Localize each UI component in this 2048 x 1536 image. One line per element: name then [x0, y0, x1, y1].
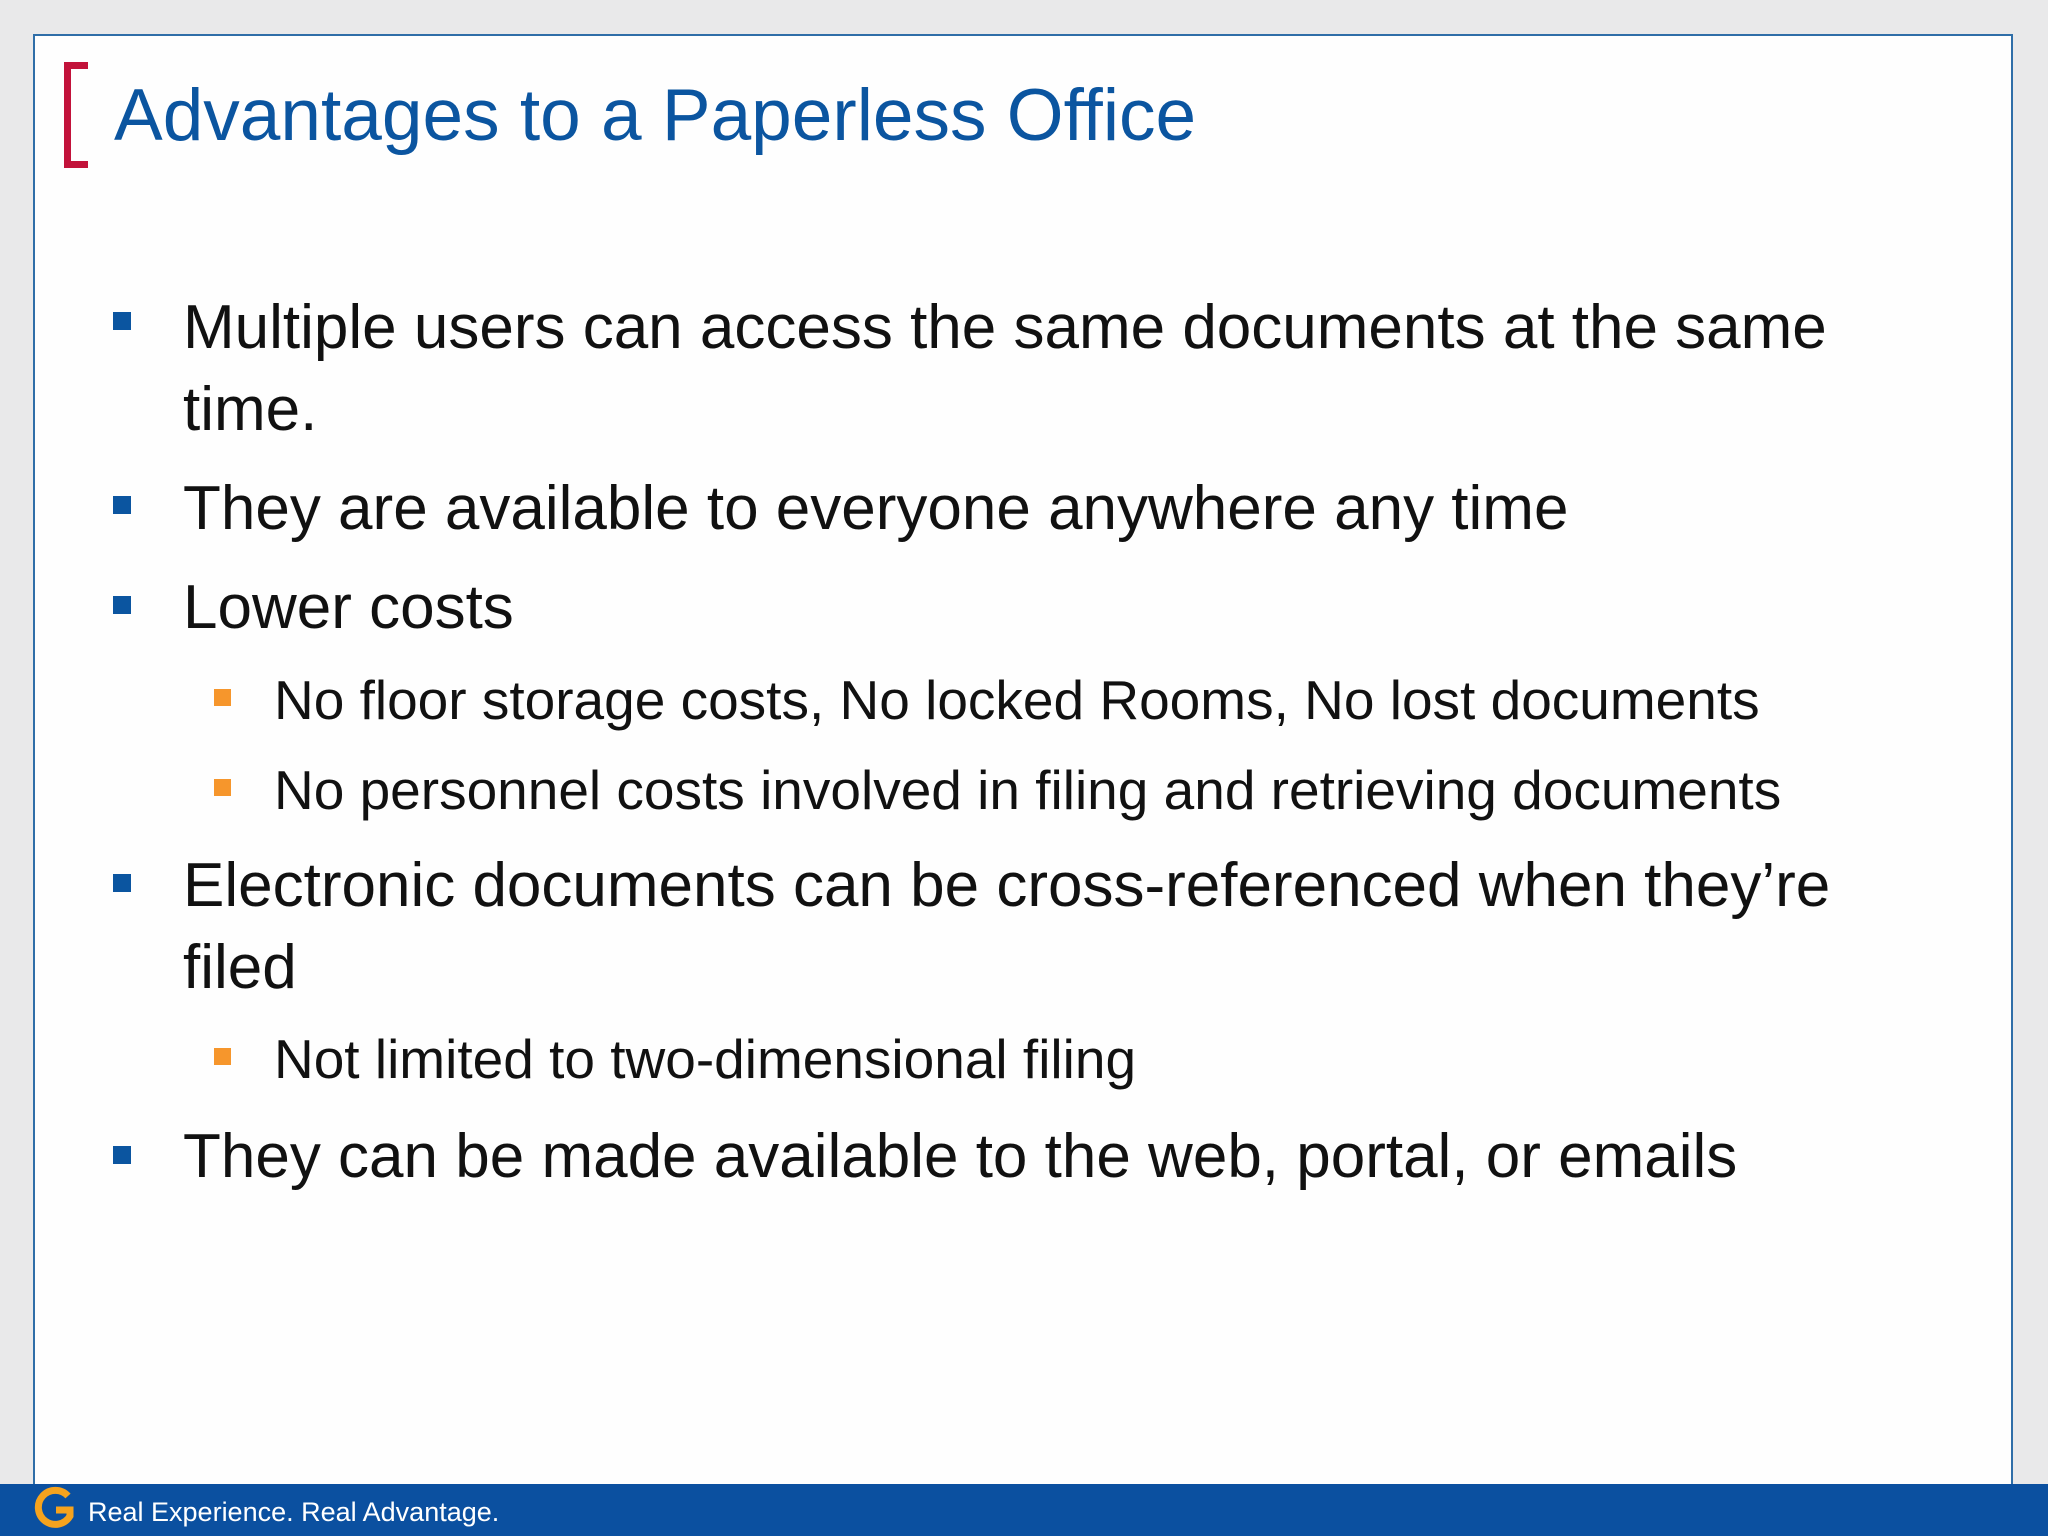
bullet-item: Lower costs [183, 573, 514, 642]
bullet-marker [113, 312, 131, 330]
bullet-marker [113, 1146, 131, 1164]
slide-title: Advantages to a Paperless Office [114, 75, 1197, 156]
bullet-item: Multiple users can access the same documents at the same time. [183, 293, 1827, 444]
footer-tagline: Real Experience. Real Advantage. [88, 1497, 500, 1527]
bullet-marker [113, 496, 131, 514]
sub-bullet-marker [214, 689, 231, 706]
sub-bullet-marker [214, 779, 231, 796]
bullet-item: They can be made available to the web, portal, or emails [183, 1122, 1738, 1191]
bullet-item: They are available to everyone anywhere any time [183, 474, 1569, 543]
sub-bullet-item: No floor storage costs, No locked Rooms, No lost documents [274, 669, 1760, 731]
g-logo-icon [30, 1484, 76, 1534]
bullet-marker [113, 596, 131, 614]
bullet-item: Electronic documents can be cross-referenced when they’re filed [183, 851, 1831, 1002]
sub-bullet-item: No personnel costs involved in filing and retrieving documents [274, 759, 1782, 821]
sub-bullet-marker [214, 1048, 231, 1065]
bullet-marker [113, 874, 131, 892]
sub-bullet-item: Not limited to two-dimensional filing [274, 1028, 1137, 1090]
